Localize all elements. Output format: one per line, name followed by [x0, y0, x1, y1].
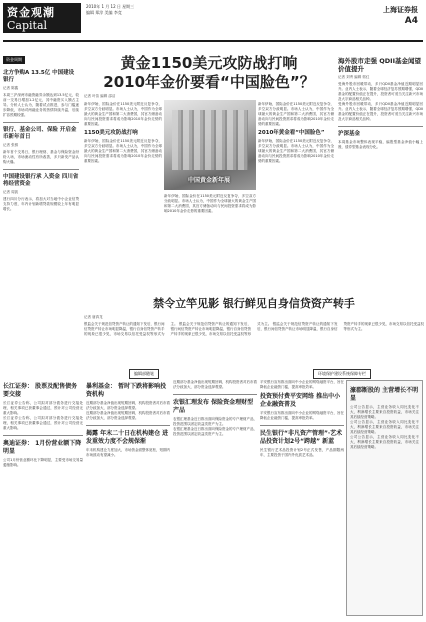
story-body: 年末机构建仓力度加大，市场资金面整体宽松，短期内市场波动有望减小。 [86, 448, 170, 457]
story-body: 长江证券公告称，公司拟对部分债务进行交接处理，相关事项已获董事会通过，预计对公司经营无重大影响。 [3, 401, 83, 415]
divider [260, 425, 344, 426]
ad-label[interactable]: 编辑部随笔 [129, 369, 159, 379]
section-logo [3, 3, 81, 33]
story-body: 平安银行宣布推出面向中小企业的网络融资平台，旨在降低企业融资门槛，提高审批效率。 [260, 380, 344, 389]
lead-body-cont: 新年伊始，国际金价在1150美元附近反复争夺，多空双方分歧明显。市场人士认为，中国作为全球最大的黄金生产国和第二大消费国，其官方储备动向与民间投资需求将成为影响2010年金价走势的重要因素。 [84, 139, 162, 163]
mid-body [84, 322, 424, 337]
issue-editors: 编辑 郑淳 美编 李竞 [86, 10, 122, 15]
right-body-cont: 受海外股市回暖带动，多只QDII基金净值近期明显回升。业内人士表示，随着全球经济复苏预期增强，QDII基金的配置价值正在提升，投资者可适当关注新兴市场及大宗商品相关品种。 [338, 102, 423, 121]
divider [173, 394, 257, 395]
story-headline[interactable]: 长江证券： 股票及配售债务要交接 [3, 383, 78, 398]
story-body: 新年首个交易日，银行理财、基金与保险资金纷纷入场，市场流动性有所改善，多只新发产品认购火爆。 [3, 150, 79, 164]
ad-bar-right [260, 369, 424, 377]
divider [3, 169, 79, 170]
story-body: 农银汇理基金近日推出面向保险资金的专户理财产品，投资范围以固定收益类资产为主。 [173, 417, 257, 426]
divider [3, 122, 79, 123]
right-headline[interactable]: 海外股市走强 QDII基金闻望价值提升 [338, 57, 422, 73]
divider [3, 435, 83, 436]
gold-photo [164, 100, 256, 190]
lead-headline-line1: 黄金1150美元攻防战打响 [120, 54, 298, 72]
story-headline[interactable]: 投资预付费平安网络 推出中小企业融资普及 [260, 393, 341, 408]
sidebar-box [346, 380, 423, 616]
story-body: 长江证券公告称，公司拟对部分债务进行交接处理，相关事项已获董事会通过，预计对公司经营无重大影响。 [3, 416, 83, 430]
story-byline: 记者 陈鑫 [3, 86, 19, 90]
section-title: 资金观潮 [7, 6, 55, 19]
box-body: 公司公告显示，主营业务收入同比变化不大，利润增长主要来自投资收益，市场关注其后续经营策略。 [350, 405, 419, 419]
section-tag: 资金周期 [3, 56, 25, 64]
right-subhead: 沪深基金 [338, 131, 361, 137]
story-body: 农银汇理基金近日推出面向保险资金的专户理财产品，投资范围以固定收益类资产为主。 [173, 427, 257, 436]
right-body-2: 本周基金市场整体表现平稳，偏股型基金净值小幅上涨，债券型基金表现分化。 [338, 140, 423, 149]
divider [338, 126, 423, 127]
box-headline[interactable]: 濠郡断股的 主营增长不明显 [350, 387, 419, 402]
box-body: 公司公告显示，主营业务收入同比变化不大，利润增长主要来自投资收益，市场关注其后续经营策略。 [350, 420, 419, 434]
story-body: 本周三沪深两市融资融券余额达到13.5亿元，较前一交易日增加1.2亿元，其中融资买入额占主导。分析人士认为，随着试点推进，参与门槛逐步降低，市场对两融业务的热情持续升温，后续扩容预期较强。 [3, 93, 79, 117]
lead-column-2 [164, 194, 256, 292]
mid-byline: 记者 唐真龙 [84, 315, 103, 319]
masthead [0, 0, 426, 48]
story-headline[interactable]: 农银汇理发布 保险资金理财型产品 [173, 399, 254, 414]
lead-headline-line2: 2010年金价要看“中国脸色”？ [103, 73, 315, 91]
story-body: 建行四川分行表示，将加大对当地中小企业信贷支持力度，年内计划新增贷款规模较上年有明显增长。 [3, 197, 79, 211]
mid-body-text: 银监会关于规范信贷资产转让的通知下发后，银行间信贷资产转让市场明显降温，银行自身信贷资产转手的现象已很少见，市场交易以信托受益权等形式为主。 [84, 322, 178, 336]
story-body: 民生银行艺术品投资计划2号正式发售，产品期限两年，主要投资于国内外优质艺术品。 [260, 448, 344, 457]
issue-date: 2010年 1 月 12 日 星期三 [86, 4, 135, 9]
left-column [3, 46, 79, 296]
story-byline: 记者 张骐 [3, 143, 19, 147]
lead-body: 新年伊始，国际金价在1150美元附近反复争夺，多空双方分歧明显。市场人士认为，中国作为全球最大的黄金生产国和第二大消费国，其官方储备动向与民间投资需求将成为影响2010年金价走势的重要因素。 [164, 194, 256, 213]
lead-column-1 [84, 102, 162, 292]
lead-column-3 [258, 102, 334, 292]
newspaper-name: 上海证券报 [383, 5, 418, 14]
bottom-col-1 [3, 380, 83, 616]
divider [86, 425, 170, 426]
story-body: 平安银行宣布推出面向中小企业的网络融资平台，旨在降低企业融资门槛，提高审批效率。 [260, 411, 344, 420]
mid-body-text: 银监会关于规范信贷资产转让的通知下发后，银行间信贷资产转让市场明显降温，银行自身信贷资产转手的现象已很少见，市场交易以信托受益权等形式为主。 [257, 322, 424, 331]
story-headline[interactable]: 银行、基金公司、保险 开启金币新年首日 [3, 127, 77, 140]
story-body: 公司1月份营业额环比下降明显，主要受市场交易量萎缩影响。 [3, 458, 83, 467]
story-headline[interactable]: 揭露 年末二十日在机构建仓 进发重效力度不会规保渐 [86, 430, 169, 445]
lead-byline: 记者 叶苗 编辑 邵洁 [84, 94, 116, 98]
box-body: 公司公告显示，主营业务收入同比变化不大，利润增长主要来自投资收益，市场关注其后续经营策略。 [350, 435, 419, 449]
masthead-divider [3, 40, 423, 42]
lead-subhead: 2010年黄金看“中国脸色” [258, 130, 325, 136]
right-byline: 记者 刘秀 编辑 郭红 [338, 75, 370, 79]
story-headline[interactable]: 民生银行“非凡资产管理”·艺术品投资计划2号“跨越” 新蓝 [260, 430, 343, 445]
page-number: A4 [404, 16, 418, 26]
story-body: 近期部分基金净值出现短期回调，机构投资者对后市看法分歧加大，部分资金选择观望。 [86, 411, 170, 420]
gold-photo-image [172, 110, 248, 170]
mid-body-text: 银监会关于规范信贷资产转让的通知下发后，银行间信贷资产转让市场明显降温，银行自身信贷资产转手的现象已很少见，市场交易以信托受益权等形式为主。 [170, 322, 272, 336]
story-headline[interactable]: 暴利基金： 暂时下跌将影响投资机构 [86, 383, 167, 398]
right-body: 受海外股市回暖带动，多只QDII基金净值近期明显回升。业内人士表示，随着全球经济复苏预期增强，QDII基金的配置价值正在提升，投资者可适当关注新兴市场及大宗商品相关品种。 [338, 82, 423, 101]
mid-story [84, 314, 424, 366]
lead-subhead: 1150美元攻防战打响 [84, 130, 138, 136]
story-body: 近期部分基金净值出现短期回调，机构投资者对后市看法分歧加大，部分资金选择观望。 [86, 401, 170, 410]
bottom-col-2 [86, 380, 170, 616]
lead-body: 新年伊始，国际金价在1150美元附近反复争夺，多空双方分歧明显。市场人士认为，中国作为全球最大的黄金生产国和第二大消费国，其官方储备动向与民间投资需求将成为影响2010年金价走势的重要因素。 [84, 102, 162, 126]
bottom-col-4 [260, 380, 344, 616]
section-subtitle: Capital [7, 19, 48, 32]
story-headline[interactable]: 中国建设银行承 入资金 四川省将经营资金 [3, 174, 79, 187]
lead-body: 新年伊始，国际金价在1150美元附近反复争夺，多空双方分歧明显。市场人士认为，中国作为全球最大的黄金生产国和第二大消费国，其官方储备动向与民间投资需求将成为影响2010年金价走势的重要因素。 [258, 102, 334, 126]
story-body: 近期部分基金净值出现短期回调，机构投资者对后市看法分歧加大，部分资金选择观望。 [173, 380, 257, 389]
issue-info [86, 4, 134, 16]
story-byline: 记者 周凯 [3, 190, 19, 194]
ad-label[interactable]: 环境保护建设系统保障专栏 [313, 369, 371, 379]
story-headline[interactable]: 北方争购A 13.5亿 中国建设银行 [3, 70, 75, 83]
lead-body-cont: 新年伊始，国际金价在1150美元附近反复争夺，多空双方分歧明显。市场人士认为，中国作为全球最大的黄金生产国和第二大消费国，其官方储备动向与民间投资需求将成为影响2010年金价走势的重要因素。 [258, 139, 334, 163]
right-column [338, 54, 423, 290]
lead-headline[interactable] [84, 54, 334, 92]
story-headline[interactable]: 奥迪证券： 1月份营业额下降明显 [3, 440, 82, 455]
bottom-col-3 [173, 380, 257, 616]
ad-bar-left [84, 369, 204, 377]
photo-caption: 中国黄金新年展 [188, 177, 231, 184]
mid-headline[interactable]: 禁令立竿见影 银行鲜见自身信贷资产转手 [153, 297, 355, 310]
